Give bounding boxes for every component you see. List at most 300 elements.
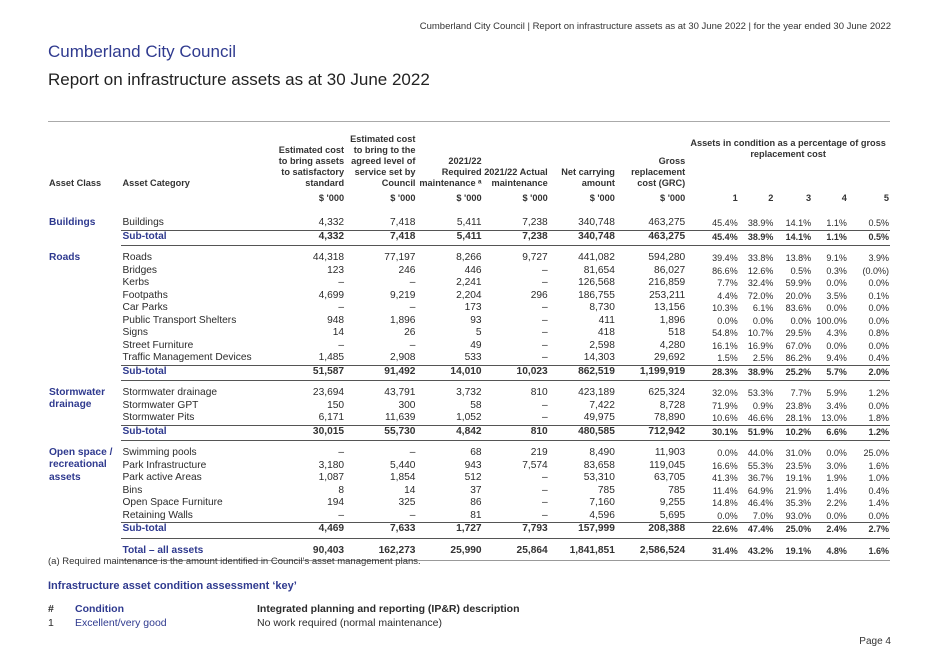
value-cell: 8,728 xyxy=(659,399,686,411)
condition-pct-cell: 22.6% xyxy=(686,523,738,539)
asset-category-label: Street Furniture xyxy=(122,339,194,351)
condition-pct-cell: 1.4% xyxy=(826,485,847,496)
col-actual-maintenance: 2021/22 Actual maintenance xyxy=(484,167,548,188)
value-cell: 25,990 xyxy=(416,538,482,561)
value-cell: 13,156 xyxy=(654,302,686,313)
key-header-description: Integrated planning and reporting (IP&R) description xyxy=(257,603,520,615)
header-row xyxy=(48,134,890,189)
value-cell: 10,023 xyxy=(483,365,549,381)
condition-pct-cell: 38.9% xyxy=(739,365,775,381)
value-cell: 9,727 xyxy=(522,252,548,263)
value-cell: 68 xyxy=(470,447,482,458)
empty-cell xyxy=(48,230,121,246)
condition-pct-cell: 86.2% xyxy=(785,353,812,363)
condition-pct-cell: 2.5% xyxy=(752,353,774,363)
value-cell: 29,692 xyxy=(654,352,686,363)
condition-pct-cell: 100.0% xyxy=(816,315,847,326)
condition-pct-cell: 3.9% xyxy=(868,253,889,263)
condition-pct-cell: 6.6% xyxy=(812,425,848,441)
table-row xyxy=(48,340,890,353)
condition-pct-cell: 1.8% xyxy=(868,413,889,423)
value-cell: 150 xyxy=(327,399,345,411)
condition-pct-cell: 10.3% xyxy=(712,303,738,313)
value-cell: 712,942 xyxy=(616,425,686,441)
table-row xyxy=(48,497,890,510)
value-cell: 53,310 xyxy=(583,472,615,483)
table-row xyxy=(48,302,890,315)
condition-pct-cell: 35.3% xyxy=(785,498,812,508)
condition-pct-cell: 28.3% xyxy=(686,365,738,381)
value-cell: 86,027 xyxy=(654,264,686,276)
condition-pct-cell: 19.1% xyxy=(774,538,812,561)
asset-category-label: Park Infrastructure xyxy=(122,459,207,471)
value-cell: 14,010 xyxy=(416,365,482,381)
condition-pct-cell: 7.7% xyxy=(790,388,812,398)
asset-class-label: Stormwater drainage xyxy=(49,386,106,410)
unit-label: $ '000 xyxy=(589,193,615,203)
value-cell: 81 xyxy=(470,509,482,521)
value-cell: 1,854 xyxy=(389,472,416,483)
value-cell: 1,052 xyxy=(456,412,482,423)
value-cell: 25,864 xyxy=(483,538,549,561)
condition-pct-cell: 0.9% xyxy=(752,400,774,411)
condition-pct-cell: 0.0% xyxy=(868,400,889,411)
condition-pct-cell: 1.2% xyxy=(848,425,890,441)
value-cell: 446 xyxy=(464,264,482,276)
subtotal-label: Sub-total xyxy=(121,230,274,246)
value-cell: 4,699 xyxy=(318,289,345,301)
condition-pct-cell: 16.9% xyxy=(747,340,774,351)
table-row xyxy=(48,211,890,230)
value-cell: 194 xyxy=(327,497,345,508)
value-cell: 208,388 xyxy=(616,523,686,539)
table-row xyxy=(48,381,890,400)
table-row xyxy=(48,327,890,340)
value-cell: 14 xyxy=(404,484,416,496)
value-cell: 37 xyxy=(470,484,482,496)
condition-pct-cell: 0.3% xyxy=(826,265,847,276)
condition-pct-cell: 16.6% xyxy=(712,460,738,471)
value-cell: – xyxy=(409,447,416,458)
value-cell: 30,015 xyxy=(275,425,345,441)
col-net-carrying: Net carrying amount xyxy=(561,167,615,188)
unit-label: $ '000 xyxy=(660,193,686,203)
condition-pct-cell: 0.1% xyxy=(868,290,889,301)
condition-pct-cell: 0.0% xyxy=(717,510,738,521)
value-cell: 785 xyxy=(597,484,615,496)
value-cell: – xyxy=(542,314,548,326)
col-condition-group: Assets in condition as a percentage of gross replacement cost xyxy=(690,138,886,159)
value-cell: 463,275 xyxy=(648,217,686,228)
condition-pct-cell: 1.9% xyxy=(826,473,847,483)
value-cell: 2,908 xyxy=(389,352,416,363)
unit-label: $ '000 xyxy=(390,193,416,203)
value-cell: 5,411 xyxy=(456,217,482,228)
value-cell: 173 xyxy=(464,302,482,313)
value-cell: 1,727 xyxy=(416,523,482,539)
col-asset-category: Asset Category xyxy=(122,178,190,188)
condition-pct-cell: 0.5% xyxy=(790,265,812,276)
condition-pct-cell: 0.0% xyxy=(868,278,889,288)
value-cell: 5,411 xyxy=(416,230,482,246)
condition-pct-cell: 0.0% xyxy=(790,315,812,326)
condition-pct-cell: 6.1% xyxy=(752,303,774,313)
value-cell: 810 xyxy=(530,387,548,398)
report-title: Report on infrastructure assets as at 30 June 2022 xyxy=(48,70,430,89)
value-cell: 23,694 xyxy=(312,387,345,398)
value-cell: 63,705 xyxy=(654,472,686,483)
value-cell: 480,585 xyxy=(549,425,616,441)
condition-level-label: 3 xyxy=(806,193,812,203)
condition-pct-cell: 0.0% xyxy=(717,448,738,458)
condition-pct-cell: 23.5% xyxy=(785,460,812,471)
condition-pct-cell: 51.9% xyxy=(739,425,775,441)
condition-pct-cell: 54.8% xyxy=(712,328,738,338)
condition-pct-cell: 23.8% xyxy=(785,400,812,411)
condition-pct-cell: 67.0% xyxy=(785,340,812,351)
value-cell: 1,087 xyxy=(318,472,345,483)
table-row xyxy=(48,485,890,498)
value-cell: 2,598 xyxy=(589,339,615,351)
value-cell: 5,440 xyxy=(389,459,416,471)
table-row xyxy=(48,290,890,303)
value-cell: – xyxy=(338,277,345,288)
value-cell: 411 xyxy=(598,314,615,326)
condition-pct-cell: 32.4% xyxy=(747,278,774,288)
value-cell: 246 xyxy=(398,264,416,276)
condition-pct-cell: 14.8% xyxy=(712,498,738,508)
value-cell: – xyxy=(338,302,345,313)
condition-pct-cell: 1.0% xyxy=(868,473,889,483)
value-cell: 7,633 xyxy=(345,523,416,539)
value-cell: 8,730 xyxy=(589,302,615,313)
subtotal-row xyxy=(48,523,890,539)
value-cell: 55,730 xyxy=(345,425,416,441)
value-cell: 7,238 xyxy=(522,217,548,228)
condition-pct-cell: 14.1% xyxy=(774,230,812,246)
condition-level-label: 4 xyxy=(841,193,847,203)
condition-pct-cell: 46.6% xyxy=(747,413,774,423)
value-cell: 49,975 xyxy=(583,412,615,423)
condition-pct-cell: 0.4% xyxy=(868,485,889,496)
value-cell: 123 xyxy=(327,264,345,276)
asset-category-label: Stormwater Pits xyxy=(122,412,195,423)
value-cell: – xyxy=(542,277,548,288)
value-cell: 441,082 xyxy=(578,252,615,263)
condition-pct-cell: 7.0% xyxy=(752,510,774,521)
condition-pct-cell: 83.6% xyxy=(785,303,812,313)
value-cell: 219 xyxy=(530,447,548,458)
value-cell: – xyxy=(542,412,548,423)
value-cell: – xyxy=(542,302,548,313)
asset-category-label: Kerbs xyxy=(122,277,150,288)
asset-category-label: Bridges xyxy=(122,264,158,276)
value-cell: 4,469 xyxy=(275,523,345,539)
condition-pct-cell: 43.2% xyxy=(739,538,775,561)
condition-pct-cell: 46.4% xyxy=(747,498,774,508)
table-row xyxy=(48,277,890,290)
value-cell: 340,748 xyxy=(549,230,616,246)
condition-pct-cell: 4.8% xyxy=(812,538,848,561)
unit-label: $ '000 xyxy=(318,193,345,203)
value-cell: 943 xyxy=(464,459,482,471)
council-name: Cumberland City Council xyxy=(48,42,237,61)
condition-pct-cell: 1.2% xyxy=(868,388,889,398)
asset-class-label: Roads xyxy=(49,251,81,263)
value-cell: 512 xyxy=(464,472,482,483)
asset-category-label: Open Space Furniture xyxy=(122,497,223,508)
value-cell: 162,273 xyxy=(345,538,416,561)
total-label: Total – all assets xyxy=(121,538,274,561)
condition-pct-cell: 39.4% xyxy=(712,253,738,263)
col-est-cost-agreed: Estimated cost to bring to the agreed level of service set by Council xyxy=(350,134,416,188)
table-body xyxy=(48,211,890,561)
value-cell: – xyxy=(542,327,548,338)
condition-pct-cell: 30.1% xyxy=(686,425,738,441)
condition-pct-cell: 20.0% xyxy=(785,290,812,301)
subtotal-row xyxy=(48,365,890,381)
value-cell: 463,275 xyxy=(616,230,686,246)
condition-pct-cell: 32.0% xyxy=(712,388,738,398)
condition-pct-cell: 5.7% xyxy=(812,365,848,381)
table-row xyxy=(48,265,890,278)
value-cell: 300 xyxy=(398,399,416,411)
key-row-description: No work required (normal maintenance) xyxy=(257,617,442,629)
asset-class-label: Buildings xyxy=(49,217,96,228)
table-row xyxy=(48,472,890,485)
condition-pct-cell: 72.0% xyxy=(747,290,774,301)
value-cell: 594,280 xyxy=(648,252,686,263)
unit-label: $ '000 xyxy=(522,193,548,203)
value-cell: 11,639 xyxy=(385,412,416,423)
subtotal-row xyxy=(48,230,890,246)
value-cell: 3,732 xyxy=(456,387,482,398)
value-cell: 325 xyxy=(398,497,416,508)
condition-pct-cell: 4.4% xyxy=(717,290,738,301)
condition-pct-cell: 36.7% xyxy=(747,473,774,483)
asset-category-label: Roads xyxy=(122,252,152,263)
value-cell: 4,332 xyxy=(318,217,345,228)
key-title: Infrastructure asset condition assessment ‘key’ xyxy=(48,580,297,592)
condition-pct-cell: 1.5% xyxy=(717,353,738,363)
asset-category-label: Swimming pools xyxy=(122,447,197,458)
condition-pct-cell: 1.6% xyxy=(848,538,890,561)
condition-pct-cell: 11.4% xyxy=(712,485,738,496)
page-header: Cumberland City Council | Report on infrastructure assets as at 30 June 2022 | for the year ended 30 June 2022 xyxy=(419,21,891,32)
condition-level-label: 5 xyxy=(883,193,889,203)
asset-category-label: Public Transport Shelters xyxy=(122,314,237,326)
value-cell: – xyxy=(338,447,345,458)
value-cell: 8,490 xyxy=(589,447,615,458)
subtotal-label: Sub-total xyxy=(121,425,274,441)
value-cell: – xyxy=(542,352,548,363)
condition-pct-cell: 13.8% xyxy=(785,253,812,263)
condition-pct-cell: 16.1% xyxy=(712,340,738,351)
asset-category-label: Traffic Management Devices xyxy=(122,352,252,363)
value-cell: 340,748 xyxy=(578,217,615,228)
value-cell: 126,568 xyxy=(578,277,615,288)
condition-pct-cell: 3.5% xyxy=(826,290,847,301)
value-cell: – xyxy=(409,509,416,521)
value-cell: 423,189 xyxy=(578,387,615,398)
condition-pct-cell: 38.9% xyxy=(739,230,775,246)
condition-pct-cell: 59.9% xyxy=(785,278,812,288)
condition-level-label: 2 xyxy=(768,193,774,203)
condition-pct-cell: 93.0% xyxy=(785,510,812,521)
condition-pct-cell: 0.0% xyxy=(868,303,889,313)
value-cell: 2,241 xyxy=(456,277,482,288)
value-cell: 1,485 xyxy=(318,352,345,363)
key-header-condition: Condition xyxy=(75,603,124,615)
value-cell: 625,324 xyxy=(648,387,686,398)
value-cell: 83,658 xyxy=(583,459,615,471)
asset-category-label: Buildings xyxy=(122,217,164,228)
value-cell: 810 xyxy=(483,425,549,441)
value-cell: 253,211 xyxy=(649,289,686,301)
asset-category-label: Car Parks xyxy=(122,302,168,313)
value-cell: 86 xyxy=(470,497,482,508)
table-row xyxy=(48,315,890,328)
value-cell: 43,791 xyxy=(384,387,416,398)
value-cell: – xyxy=(338,509,345,521)
value-cell: – xyxy=(542,339,548,351)
value-cell: – xyxy=(542,472,548,483)
asset-category-label: Stormwater drainage xyxy=(122,387,218,398)
empty-cell xyxy=(48,425,121,441)
subtotal-label: Sub-total xyxy=(121,365,274,381)
value-cell: 26 xyxy=(404,327,416,338)
units-row xyxy=(48,189,890,211)
value-cell: 9,219 xyxy=(389,289,416,301)
value-cell: 785 xyxy=(668,484,686,496)
condition-pct-cell: 7.7% xyxy=(717,278,738,288)
footnote: (a) Required maintenance is the amount identified in Council’s asset management plans. xyxy=(48,556,421,567)
condition-pct-cell: 0.0% xyxy=(752,315,774,326)
value-cell: 8,266 xyxy=(456,252,482,263)
assets-table xyxy=(48,134,890,561)
asset-category-label: Park active Areas xyxy=(122,472,202,483)
condition-pct-cell: 9.1% xyxy=(826,253,847,263)
value-cell: 7,238 xyxy=(483,230,549,246)
condition-pct-cell: 10.7% xyxy=(747,328,774,338)
value-cell: – xyxy=(409,302,416,313)
value-cell: 44,318 xyxy=(312,252,345,263)
value-cell: 5,695 xyxy=(659,509,686,521)
condition-pct-cell: 0.0% xyxy=(826,448,847,458)
condition-pct-cell: (0.0%) xyxy=(862,265,889,276)
value-cell: 4,842 xyxy=(416,425,482,441)
condition-pct-cell: 2.0% xyxy=(848,365,890,381)
asset-class-label: Open space / recreational assets xyxy=(49,446,113,483)
condition-pct-cell: 0.8% xyxy=(868,328,889,338)
key-row-num: 1 xyxy=(48,617,54,629)
table-row xyxy=(48,441,890,460)
condition-pct-cell: 31.0% xyxy=(785,448,812,458)
value-cell: – xyxy=(542,264,548,276)
value-cell: 533 xyxy=(464,352,482,363)
condition-pct-cell: 19.1% xyxy=(785,473,812,483)
value-cell: – xyxy=(409,339,416,351)
condition-pct-cell: 1.1% xyxy=(826,218,847,228)
value-cell: 418 xyxy=(597,327,615,338)
condition-pct-cell: 0.0% xyxy=(826,303,847,313)
value-cell: 51,587 xyxy=(275,365,345,381)
value-cell: 4,280 xyxy=(659,339,686,351)
empty-cell xyxy=(48,523,121,539)
value-cell: 77,197 xyxy=(384,252,416,263)
condition-pct-cell: 0.5% xyxy=(868,218,889,228)
col-grc: Gross replacement cost (GRC) xyxy=(631,156,686,188)
asset-category-label: Footpaths xyxy=(122,289,168,301)
value-cell: 81,654 xyxy=(583,264,615,276)
condition-pct-cell: 3.0% xyxy=(826,460,847,471)
value-cell: 11,903 xyxy=(654,447,686,458)
condition-pct-cell: 64.9% xyxy=(747,485,774,496)
value-cell: 7,422 xyxy=(589,399,615,411)
condition-pct-cell: 13.0% xyxy=(821,413,847,423)
value-cell: 1,841,851 xyxy=(549,538,616,561)
condition-pct-cell: 0.0% xyxy=(826,510,847,521)
value-cell: 7,418 xyxy=(389,217,416,228)
condition-pct-cell: 5.9% xyxy=(826,388,847,398)
value-cell: 157,999 xyxy=(549,523,616,539)
condition-pct-cell: 1.6% xyxy=(868,460,889,471)
condition-pct-cell: 0.0% xyxy=(717,315,738,326)
value-cell: 4,596 xyxy=(589,509,615,521)
condition-pct-cell: 1.4% xyxy=(868,498,889,508)
condition-pct-cell: 53.3% xyxy=(747,388,774,398)
condition-pct-cell: 0.0% xyxy=(868,340,889,351)
value-cell: 1,896 xyxy=(389,314,416,326)
condition-pct-cell: 0.0% xyxy=(868,315,889,326)
value-cell: 8 xyxy=(338,484,345,496)
condition-pct-cell: 45.4% xyxy=(686,230,738,246)
condition-pct-cell: 3.4% xyxy=(826,400,847,411)
value-cell: 948 xyxy=(327,314,345,326)
value-cell: – xyxy=(338,339,345,351)
condition-pct-cell: 0.0% xyxy=(826,278,847,288)
page-number: Page 4 xyxy=(859,636,891,647)
value-cell: 862,519 xyxy=(549,365,616,381)
condition-pct-cell: 14.1% xyxy=(785,218,812,228)
value-cell: – xyxy=(409,277,416,288)
condition-pct-cell: 28.1% xyxy=(785,413,812,423)
condition-pct-cell: 25.2% xyxy=(774,365,812,381)
asset-category-label: Retaining Walls xyxy=(122,509,193,521)
value-cell: 90,403 xyxy=(275,538,345,561)
condition-pct-cell: 10.2% xyxy=(774,425,812,441)
value-cell: – xyxy=(542,399,548,411)
condition-pct-cell: 12.6% xyxy=(747,265,774,276)
table-row xyxy=(48,400,890,413)
condition-pct-cell: 9.4% xyxy=(826,353,847,363)
subtotal-label: Sub-total xyxy=(121,523,274,539)
condition-pct-cell: 41.3% xyxy=(712,473,738,483)
col-required-maintenance: 2021/22 Required maintenance ᵃ xyxy=(419,156,482,188)
value-cell: 1,199,919 xyxy=(616,365,686,381)
condition-pct-cell: 25.0% xyxy=(774,523,812,539)
top-rule xyxy=(48,121,890,122)
condition-level-label: 1 xyxy=(732,193,738,203)
value-cell: 2,586,524 xyxy=(616,538,686,561)
table-row xyxy=(48,510,890,523)
condition-pct-cell: 2.7% xyxy=(848,523,890,539)
value-cell: 296 xyxy=(530,289,548,301)
value-cell: 4,332 xyxy=(275,230,345,246)
condition-pct-cell: 33.8% xyxy=(747,253,774,263)
condition-pct-cell: 10.6% xyxy=(712,413,738,423)
condition-pct-cell: 0.4% xyxy=(868,353,889,363)
